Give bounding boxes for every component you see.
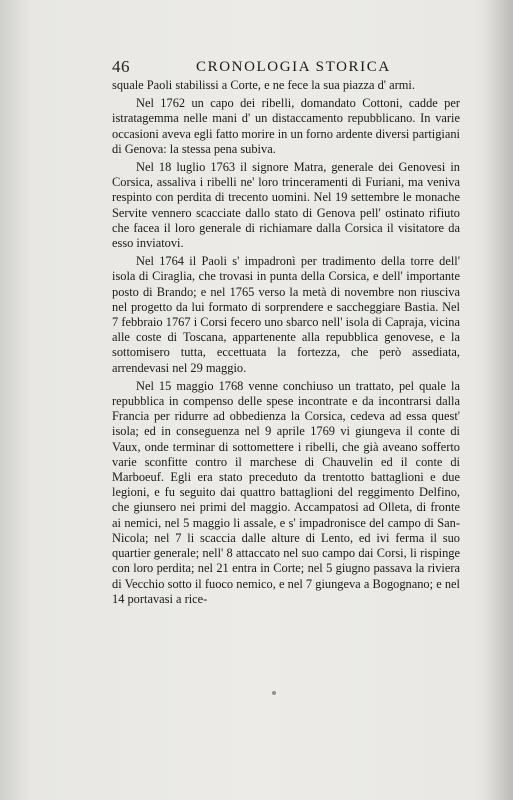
paragraph-1768: Nel 15 maggio 1768 venne conchiuso un trattato, pel quale la repubblica in compenso delle spese incontrate e da incontrarsi dalla Francia per ridurre ad obbedienza la Corsica, cedeva ad essa quest' isola; ed in conseguenza nel 9 aprile 1769 vi giungeva il conte di Vaux, onde terminar di sottomettere i ribelli, che già aveano sofferto varie sconfitte contro il marchese di Chauvelin ed il conte di Marboeuf. Egli era stato preceduto da trentotto battaglioni e due legioni, e fu seguito dai quattro battaglioni del reggimento Delfino, che giunsero nei primi del maggio. Accampatosi ad Olleta, di fronte ai nemici, nel 5 maggio li assale, e s' impadronisce del campo di San-Nicola; nel 7 li scaccia dalle alture di Lento, ed ivi ferma il suo quartier generale; nell' 8 attaccato nel suo campo dai Corsi, li rispinge con loro perdita; nel 21 entra in Corte; nel 5 giugno passava la riviera di Vecchio sotto il fuoco nemico, e nel 7 giungeva a Bogognano; e nel 14 portavasi a rice- <box>112 378 460 606</box>
page-header <box>112 57 457 79</box>
paragraph-1762: Nel 1762 un capo dei ribelli, domandato Cottoni, cadde per istratagemma nelle mani d' un distaccamento repubblicano. In varie occasioni aveva egli fatto morire in un forno ardente diversi partigiani di Genova: la stessa pena subiva. <box>112 96 460 156</box>
running-title: CRONOLOGIA STORICA <box>196 59 391 75</box>
paragraph-1763: Nel 18 luglio 1763 il signore Matra, generale dei Genovesi in Corsica, assaliva i ribelli ne' loro trinceramenti di Furiani, ma veniva respinto con perdita di trecento uomini. Nel 19 settembre le monache Servite vennero scacciate dallo stato di Genova pell' ostinato rifiuto che facea il loro generale di richiamare dalla Corsica il visitatore da esso inviatovi. <box>112 160 460 251</box>
paragraph-continuation: squale Paoli stabilissi a Corte, e ne fece la sua piazza d' armi. <box>112 78 415 92</box>
page-number: 46 <box>112 57 130 76</box>
page-gutter-shadow <box>485 0 513 800</box>
paragraph-1764: Nel 1764 il Paoli s' impadronì per tradimento della torre dell' isola di Ciraglia, che trovasi in punta della Corsica, e dell' importante posto di Brando; e nel 1765 verso la metà di novembre non riusciva nel progetto da lui formato di sorprendere e saccheggiare Bastia. Nel 7 febbraio 1767 i Corsi fecero uno sbarco nell' isola di Capraja, vicina alle coste di Toscana, appartenente alla repubblica genovese, e la sottomisero tutta, eccettuata la fortezza, che però assediata, arrendevasi nel 29 maggio. <box>112 254 460 375</box>
ink-speck <box>272 691 276 695</box>
body-text <box>112 78 460 768</box>
